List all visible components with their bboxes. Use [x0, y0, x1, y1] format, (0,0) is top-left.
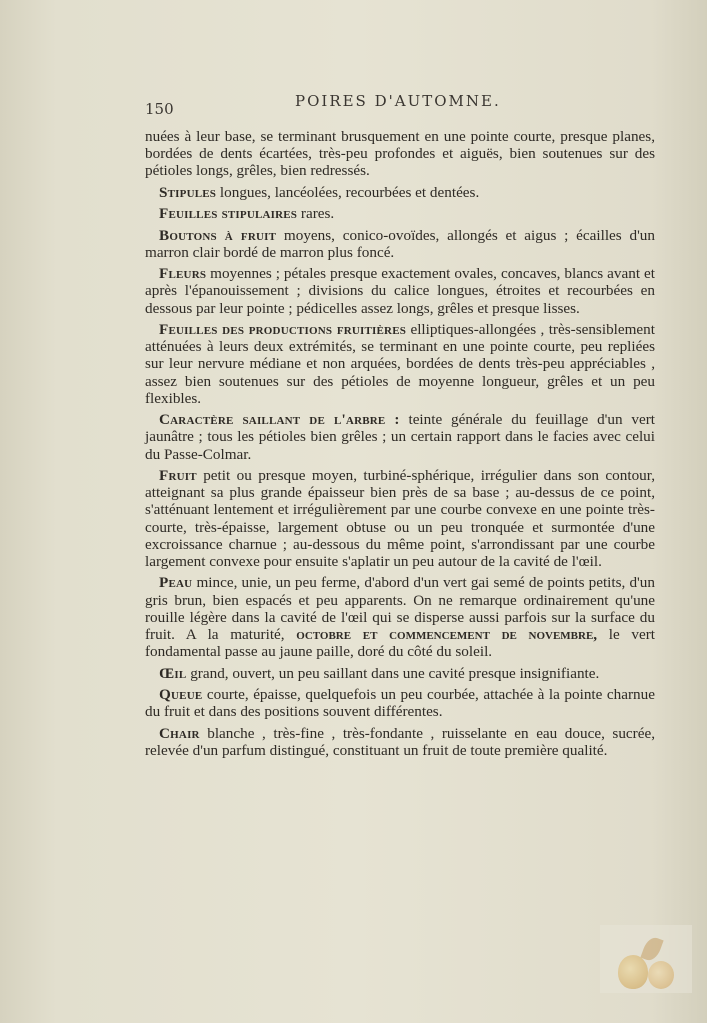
paragraph-oeil [145, 665, 655, 682]
paragraph-emphasis: octobre et commencement de novembre, [296, 625, 598, 643]
page-header [145, 92, 655, 116]
paragraph-chair [145, 725, 655, 759]
paragraph-lead: Chair [159, 724, 200, 742]
paragraph-lead: Stipules [159, 183, 217, 201]
paragraph-leaf-continuation [145, 128, 655, 180]
paragraph-text: elliptiques-allongées , très-sensiblement atténuées à leurs deux extrémités, se terminant en une pointe courte, peu repliées sur leur nervure médiane et non arquées, bordées de dents très-peu appréciables , assez bien soutenues sur des pétioles de moyenne longueur, grêles et un peu flexibles. [145, 320, 655, 407]
paragraph-text: rares. [297, 205, 335, 223]
paragraph-lead: Fleurs [159, 265, 207, 283]
paragraph-caractere [145, 411, 655, 463]
running-title: POIRES D'AUTOMNE. [295, 92, 501, 110]
paragraph-text: moyennes ; pétales presque exactement ovales, concaves, blancs avant et après l'épanouissement ; divisions du calice longues, étroites et recourbées en dessous par leur pointe ; pédicelles assez longs, grêles et presque lisses. [145, 265, 655, 317]
paragraph-lead: Feuilles des productions fruitières [159, 320, 407, 338]
paragraph-text: petit ou presque moyen, turbiné-sphérique, irrégulier dans son contour, atteignant sa plus grande épaisseur bien près de sa base ; au-dessus de ce point, s'atténuant lentement et irrégulièrement par une courbe convexe en une pointe très-courte, très-épaisse, largement obtuse ou un peu tronquée et surmontée d'une excroissance charnue ; au-dessous du même point, s'arrondissant par une courbe largement convexe pour ensuite s'aplatir un peu autour de la cavité de l'œil. [145, 466, 655, 570]
paragraph-text: longues, lancéolées, recourbées et dentées. [216, 183, 480, 201]
paragraph-stipules [145, 184, 655, 201]
paragraph-lead: Feuilles stipulaires [159, 205, 298, 223]
body-text [145, 128, 655, 763]
paragraph-text: courte, épaisse, quelquefois un peu courbée, attachée à la pointe charnue du fruit et dans des positions souvent différentes. [145, 685, 655, 721]
paragraph-text: mince, unie, un peu ferme, d'abord d'un vert gai semé de points petits, d'un gris brun, bien espacés et peu apparents. On ne remarque ordinairement qu'une rouille légère dans la cavité de l'œil qui se disperse aussi parfois sur la surface du fruit. A la maturité, [145, 574, 655, 643]
paragraph-feuilles-productions [145, 321, 655, 407]
leaf-icon [640, 935, 663, 963]
paragraph-lead: Peau [159, 574, 193, 592]
paragraph-lead: Œil [159, 664, 187, 682]
fruit-icon [648, 961, 674, 989]
paragraph-lead: Boutons à fruit [159, 226, 277, 244]
paragraph-lead: Queue [159, 685, 203, 703]
paragraph-text: grand, ouvert, un peu saillant dans une cavité presque insignifiante. [186, 664, 600, 682]
page-number: 150 [145, 100, 174, 118]
paragraph-boutons [145, 227, 655, 261]
paragraph-text-after: le vert fondamental passe au jaune paille, doré du côté du soleil. [145, 625, 655, 661]
paragraph-peau [145, 574, 655, 660]
paragraph-fleurs [145, 265, 655, 317]
watermark-stamp [600, 925, 692, 993]
paragraph-feuilles-stipulaires [145, 205, 655, 222]
pear-icon [618, 955, 648, 989]
paragraph-text: teinte générale du feuillage d'un vert jaunâtre ; tous les pétioles bien grêles ; un certain rapport dans le facies avec celui du Passe-Colmar. [145, 411, 656, 463]
paragraph-queue [145, 686, 655, 720]
paragraph-text: moyens, conico-ovoïdes, allongés et aigus ; écailles d'un marron clair bordé de marron plus foncé. [145, 226, 655, 261]
paragraph-lead: Fruit [159, 466, 197, 484]
paragraph-text: nuées à leur base, se terminant brusquement en une pointe courte, presque planes, bordées de dents écartées, très-peu profondes et aiguës, bien soutenues sur des pétioles longs, grêles, bien redressés. [145, 128, 655, 180]
paragraph-text: blanche , très-fine , très-fondante , ruisselante en eau douce, sucrée, relevée d'un parfum distingué, constituant un fruit de toute première qualité. [145, 724, 655, 759]
paragraph-lead: Caractère saillant de l'arbre : [159, 411, 400, 429]
paragraph-fruit [145, 467, 655, 570]
